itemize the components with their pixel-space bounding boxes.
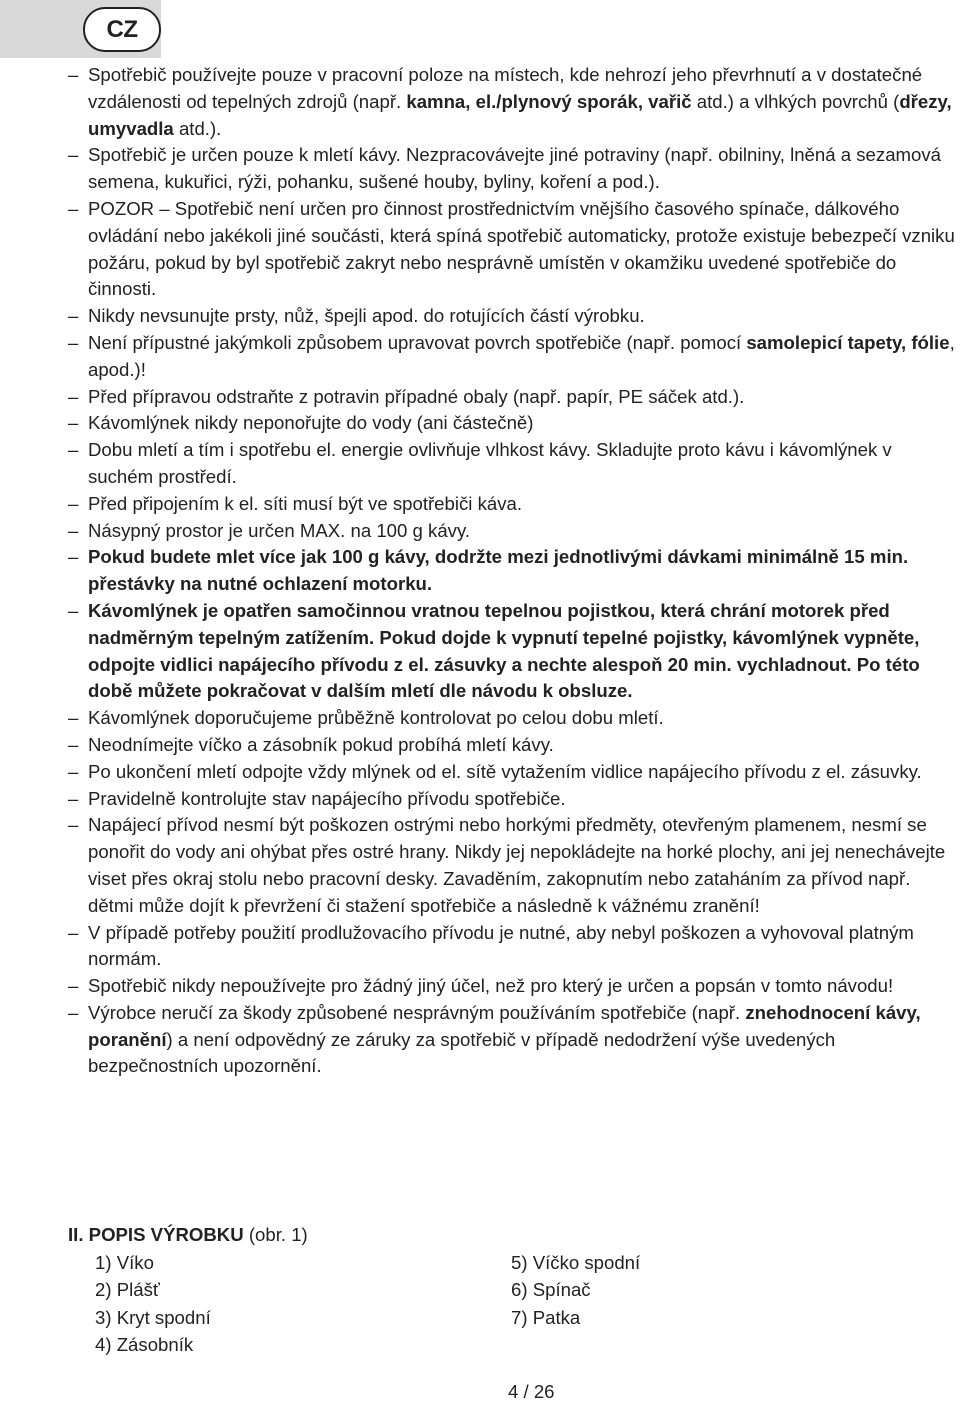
part-item: 5) Víčko spodní [511,1252,641,1273]
list-item: – Před přípravou odstraňte z potravin případné obaly (např. papír, PE sáček atd.). [68,384,958,411]
safety-instructions [68,62,958,1080]
list-item: – Spotřebič je určen pouze k mletí kávy. Nezpracovávejte jiné potraviny (např. obilniny, lněná a sezamová semena, kukuřici, rýži, pohanku, sušené houby, byliny, koření a pod.). [68,142,958,196]
part-item: 7) Patka [511,1306,581,1328]
section-ref: (obr. 1) [243,1224,308,1245]
part-item: 4) Zásobník [95,1333,194,1355]
section-heading [68,1222,308,1249]
list-item: – Kávomlýnek doporučujeme průběžně kontrolovat po celou dobu mletí. [68,705,958,732]
list-item: – Spotřebič nikdy nepoužívejte pro žádný jiný účel, než pro který je určen a popsán v tomto návodu! [68,973,958,1000]
part-item: 2) Plášť [95,1279,160,1301]
list-item: – Výrobce neručí za škody způsobené nesprávným používáním spotřebiče (např. znehodnocení kávy, poranění) a není odpovědný ze záruky za spotřebič v případě nedodržení výše uvedených bezpečnostních upozornění. [68,1000,958,1080]
safety-list [68,62,958,1080]
page-number: 4 / 26 [508,1381,555,1402]
list-item: – Napájecí přívod nesmí být poškozen ostrými nebo horkými předměty, otevřeným plamenem, nesmí se ponořit do vody ani ohýbat přes ostré hrany. Nikdy jej nepokládejte na horké plochy, ani jej nenechávejte viset přes okraj stolu nebo pracovní desky. Zavaděním, zakopnutím nebo zataháním za přívod např. dětmi může dojít k převržení či stažení spotřebiče a následně k vážnému zranění! [68,812,958,919]
parts-list-right [511,1249,640,1331]
list-item: – Neodnímejte víčko a zásobník pokud probíhá mletí kávy. [68,732,958,759]
parts-list-left [95,1249,211,1358]
part-item: 3) Kryt spodní [95,1306,211,1328]
list-item: – V případě potřeby použití prodlužovacího přívodu je nutné, aby nebyl poškozen a vyhovoval platným normám. [68,920,958,974]
list-item: – Není přípustné jakýmkoli způsobem upravovat povrch spotřebiče (např. pomocí samolepicí tapety, fólie, apod.)! [68,330,958,384]
list-item: – Dobu mletí a tím i spotřebu el. energie ovlivňuje vlhkost kávy. Skladujte proto kávu i kávomlýnek v suchém prostředí. [68,437,958,491]
part-item: 6) Spínač [511,1279,591,1301]
list-item: – POZOR – Spotřebič není určen pro činnost prostřednictvím vnějšího časového spínače, dálkového ovládání nebo jakékoli jiné součásti, která spíná spotřebič automaticky, protože existuje bebezpečí vzniku požáru, pokud by byl spotřebič zakryt nebo nesprávně umístěn v okamžiku uvedené spotřebiče do činnosti. [68,196,958,303]
language-badge [83,7,161,52]
section-title: II. POPIS VÝROBKU [68,1224,244,1245]
list-item: – Nikdy nevsunujte prsty, nůž, špejli apod. do rotujících částí výrobku. [68,303,958,330]
language-badge-label: CZ [106,15,138,43]
list-item: – Pravidelně kontrolujte stav napájecího přívodu spotřebiče. [68,786,958,813]
header-corner [0,0,161,58]
list-item: – Kávomlýnek nikdy neponořujte do vody (ani částečně) [68,410,958,437]
list-item: – Kávomlýnek je opatřen samočinnou vratnou tepelnou pojistkou, která chrání motorek před nadměrným tepelným zatížením. Pokud dojde k vypnutí tepelné pojistky, kávomlýnek vypněte, odpojte vidlici napájecího přívodu z el. zásuvky a nechte alespoň 20 min. vychladnout. Po této době můžete pokračovat v dalším mletí dle návodu k obsluze. [68,598,958,705]
list-item: – Spotřebič používejte pouze v pracovní poloze na místech, kde nehrozí jeho převrhnutí a v dostatečné vzdálenosti od tepelných zdrojů (např. kamna, el./plynový sporák, vařič atd.) a vlhkých povrchů (dřezy, umyvadla atd.). [68,62,958,142]
part-item: 1) Víko [95,1252,154,1273]
list-item: – Po ukončení mletí odpojte vždy mlýnek od el. sítě vytažením vidlice napájecího přívodu z el. zásuvky. [68,759,958,786]
list-item: – Pokud budete mlet více jak 100 g kávy, dodržte mezi jednotlivými dávkami minimálně 15 min. přestávky na nutné ochlazení motorku. [68,544,958,598]
list-item: – Před připojením k el. síti musí být ve spotřebiči káva. [68,491,958,518]
list-item: – Násypný prostor je určen MAX. na 100 g kávy. [68,518,958,545]
